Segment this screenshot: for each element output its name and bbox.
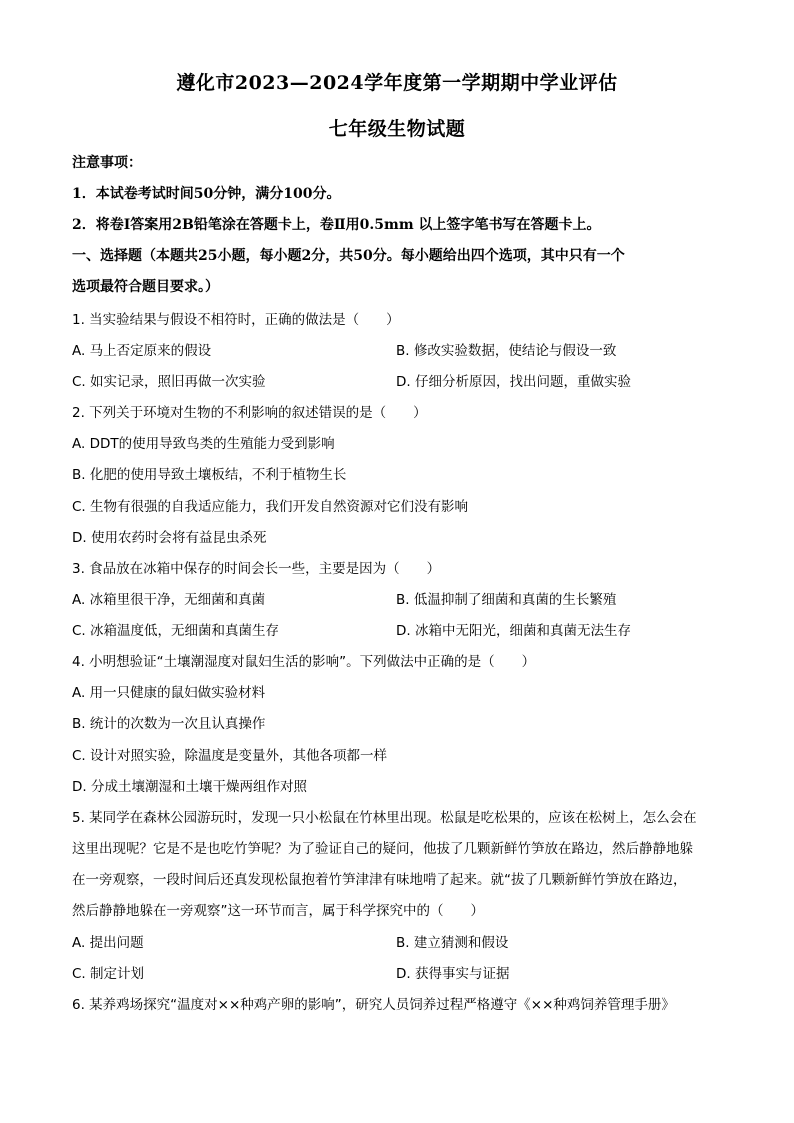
option-b: B. 修改实验数据，使结论与假设一致 bbox=[396, 343, 617, 359]
option-d: D. 使用农药时会将有益昆虫杀死 bbox=[72, 530, 267, 546]
section-heading-cont: 选项最符合题目要求。） bbox=[72, 279, 219, 295]
option-b: B. 建立猜测和假设 bbox=[396, 935, 509, 951]
option-a: A. 冰箱里很干净，无细菌和真菌 bbox=[72, 592, 266, 608]
page-subtitle: 七年级生物试题 bbox=[328, 118, 466, 140]
option-c: C. 如实记录，照旧再做一次实验 bbox=[72, 374, 266, 390]
option-d: D. 分成土壤潮湿和土壤干燥两组作对照 bbox=[72, 779, 307, 795]
option-a: A. 马上否定原来的假设 bbox=[72, 343, 212, 359]
question-stem-line: 5. 某同学在森林公园游玩时，发现一只小松鼠在竹林里出现。松鼠是吃松果的，应该在松树上，怎么会在 bbox=[72, 810, 697, 826]
page-title: 遵化市2023—2024学年度第一学期期中学业评估 bbox=[176, 72, 618, 94]
question-stem-line: 然后静静地躲在一旁观察”这一环节而言，属于科学探究中的（ ） bbox=[72, 903, 484, 919]
option-d: D. 冰箱中无阳光，细菌和真菌无法生存 bbox=[396, 623, 631, 639]
question-stem-line: 在一旁观察，一段时间后还真发现松鼠抱着竹笋津津有味地啃了起来。就“拔了几颗新鲜竹笋放在路边， bbox=[72, 872, 687, 888]
option-b: B. 低温抑制了细菌和真菌的生长繁殖 bbox=[396, 592, 617, 608]
question-stem: 1. 当实验结果与假设不相符时，正确的做法是（ ） bbox=[72, 312, 400, 328]
notice-item: 1．本试卷考试时间50分钟，满分100分。 bbox=[72, 186, 341, 202]
option-c: C. 生物有很强的自我适应能力，我们开发自然资源对它们没有影响 bbox=[72, 499, 469, 515]
option-c: C. 制定计划 bbox=[72, 966, 145, 982]
section-heading: 一、选择题（本题共25小题，每小题2分，共50分。每小题给出四个选项，其中只有一个 bbox=[72, 248, 625, 264]
notice-item: 2．将卷Ⅰ答案用2B铅笔涂在答题卡上，卷Ⅱ用0.5mm 以上签字笔书写在答题卡上。 bbox=[72, 217, 601, 233]
option-a: A. 提出问题 bbox=[72, 935, 144, 951]
notice-heading: 注意事项： bbox=[72, 155, 142, 171]
option-c: C. 冰箱温度低，无细菌和真菌生存 bbox=[72, 623, 280, 639]
question-stem: 6. 某养鸡场探究“温度对××种鸡产卵的影响”，研究人员饲养过程严格遵守《××种鸡饲养管理手册》 bbox=[72, 997, 675, 1013]
option-d: D. 获得事实与证据 bbox=[396, 966, 510, 982]
question-stem: 2. 下列关于环境对生物的不利影响的叙述错误的是（ ） bbox=[72, 405, 427, 421]
question-stem: 3. 食品放在冰箱中保存的时间会长一些，主要是因为（ ） bbox=[72, 561, 441, 577]
option-c: C. 设计对照实验，除温度是变量外，其他各项都一样 bbox=[72, 748, 388, 764]
option-a: A. DDT的使用导致鸟类的生殖能力受到影响 bbox=[72, 436, 335, 452]
option-b: B. 统计的次数为一次且认真操作 bbox=[72, 716, 266, 732]
option-d: D. 仔细分析原因，找出问题，重做实验 bbox=[396, 374, 631, 390]
option-a: A. 用一只健康的鼠妇做实验材料 bbox=[72, 685, 266, 701]
question-stem: 4. 小明想验证“土壤潮湿度对鼠妇生活的影响”。下列做法中正确的是（ ） bbox=[72, 654, 536, 670]
question-stem-line: 这里出现呢？它是不是也吃竹笋呢？为了验证自己的疑问，他拔了几颗新鲜竹笋放在路边，然后静静地躲 bbox=[72, 841, 693, 857]
option-b: B. 化肥的使用导致土壤板结，不利于植物生长 bbox=[72, 467, 347, 483]
